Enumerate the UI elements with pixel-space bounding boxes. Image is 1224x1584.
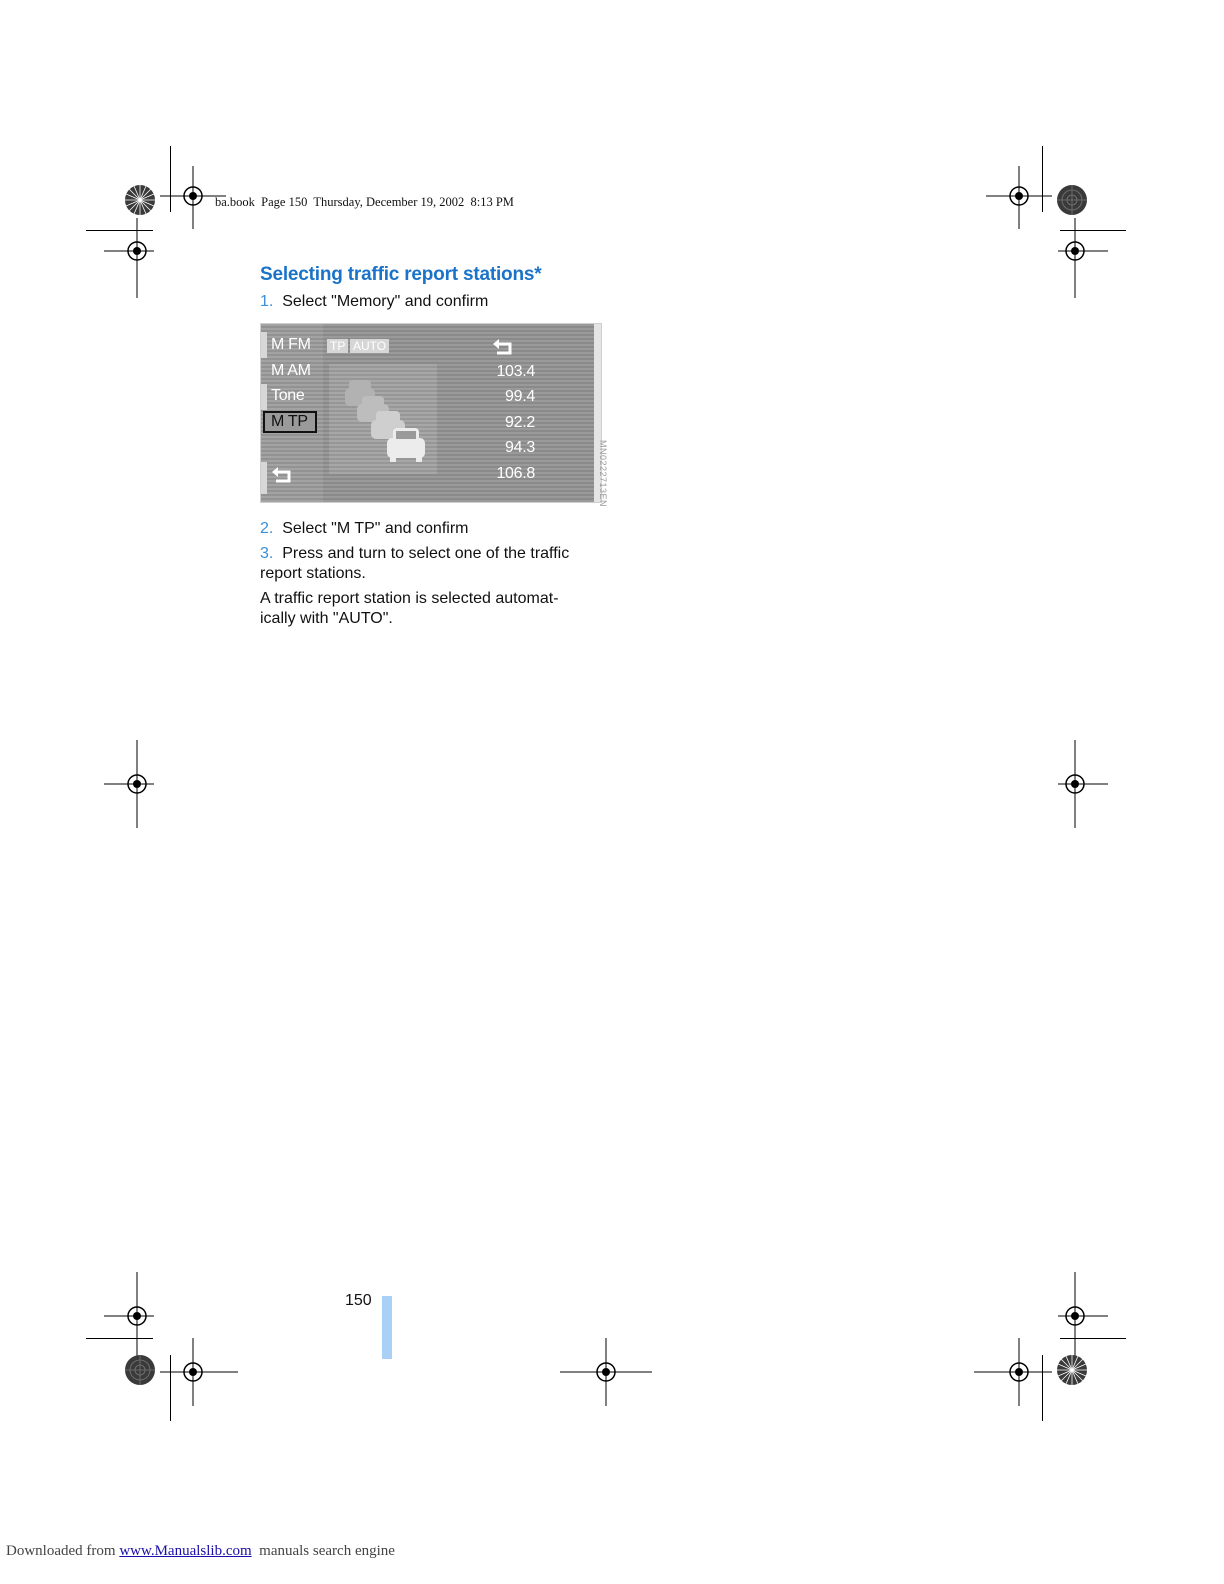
menu-item-m-am[interactable]: M AM (271, 362, 311, 379)
menu-item-tone[interactable]: Tone (271, 387, 305, 404)
step-number: 2. (260, 520, 274, 537)
traffic-cars-illustration (329, 364, 437, 474)
step-text-continued: report stations. (260, 565, 366, 582)
registration-mark-icon (560, 1338, 652, 1408)
return-arrow-icon[interactable] (271, 466, 293, 484)
star-target-icon (124, 184, 156, 216)
menu-tab-marker (261, 332, 267, 358)
menu-item-m-fm[interactable]: M FM (271, 336, 311, 353)
return-arrow-icon[interactable] (492, 338, 514, 356)
station-frequency[interactable]: 92.2 (505, 414, 535, 431)
memory-menu (261, 324, 323, 502)
footer-prefix: Downloaded from (6, 1543, 120, 1559)
footer-suffix: manuals search engine (251, 1543, 395, 1559)
section-title: Selecting traffic report stations* (260, 264, 542, 285)
menu-item-m-tp[interactable]: M TP (263, 411, 317, 433)
registration-mark-icon (972, 1338, 1052, 1408)
registration-mark-icon (104, 740, 170, 830)
step-number: 3. (260, 545, 274, 562)
step-number: 1. (260, 293, 274, 310)
step-2 (260, 519, 468, 539)
manualslib-link[interactable]: www.Manualslib.com (119, 1543, 252, 1559)
registration-mark-icon (160, 1338, 240, 1408)
station-frequency[interactable]: 94.3 (505, 439, 535, 456)
download-footer (6, 1543, 395, 1560)
step-text: Press and turn to select one of the traffic (282, 545, 570, 562)
registration-mark-icon (104, 218, 170, 298)
registration-mark-icon (1042, 218, 1108, 298)
step-text: Select "M TP" and confirm (282, 520, 469, 537)
menu-tab-marker (261, 384, 267, 410)
station-frequency[interactable]: 103.4 (496, 363, 535, 380)
step-1 (260, 292, 488, 312)
station-frequency[interactable]: 106.8 (496, 465, 535, 482)
page-accent-bar (382, 1296, 392, 1359)
radio-memory-screen (260, 323, 602, 503)
note-line: ically with "AUTO". (260, 610, 393, 627)
star-target-icon (1056, 184, 1088, 216)
page-number: 150 (345, 1292, 372, 1309)
tp-badge: TP (327, 339, 348, 353)
star-target-icon (1056, 1354, 1088, 1386)
note-line: A traffic report station is selected automat- (260, 590, 559, 607)
menu-tab-marker (261, 462, 267, 494)
note-paragraph (260, 589, 559, 629)
traffic-cars-icon (329, 364, 437, 474)
print-header: ba.book Page 150 Thursday, December 19, 2002 8:13 PM (215, 195, 514, 209)
step-3 (260, 544, 569, 584)
figure-code: MN0222713EN (598, 440, 608, 508)
registration-mark-icon (1042, 740, 1108, 830)
auto-badge: AUTO (350, 339, 389, 353)
star-target-icon (124, 1354, 156, 1386)
step-text: Select "Memory" and confirm (282, 293, 489, 310)
station-frequency[interactable]: 99.4 (505, 388, 535, 405)
